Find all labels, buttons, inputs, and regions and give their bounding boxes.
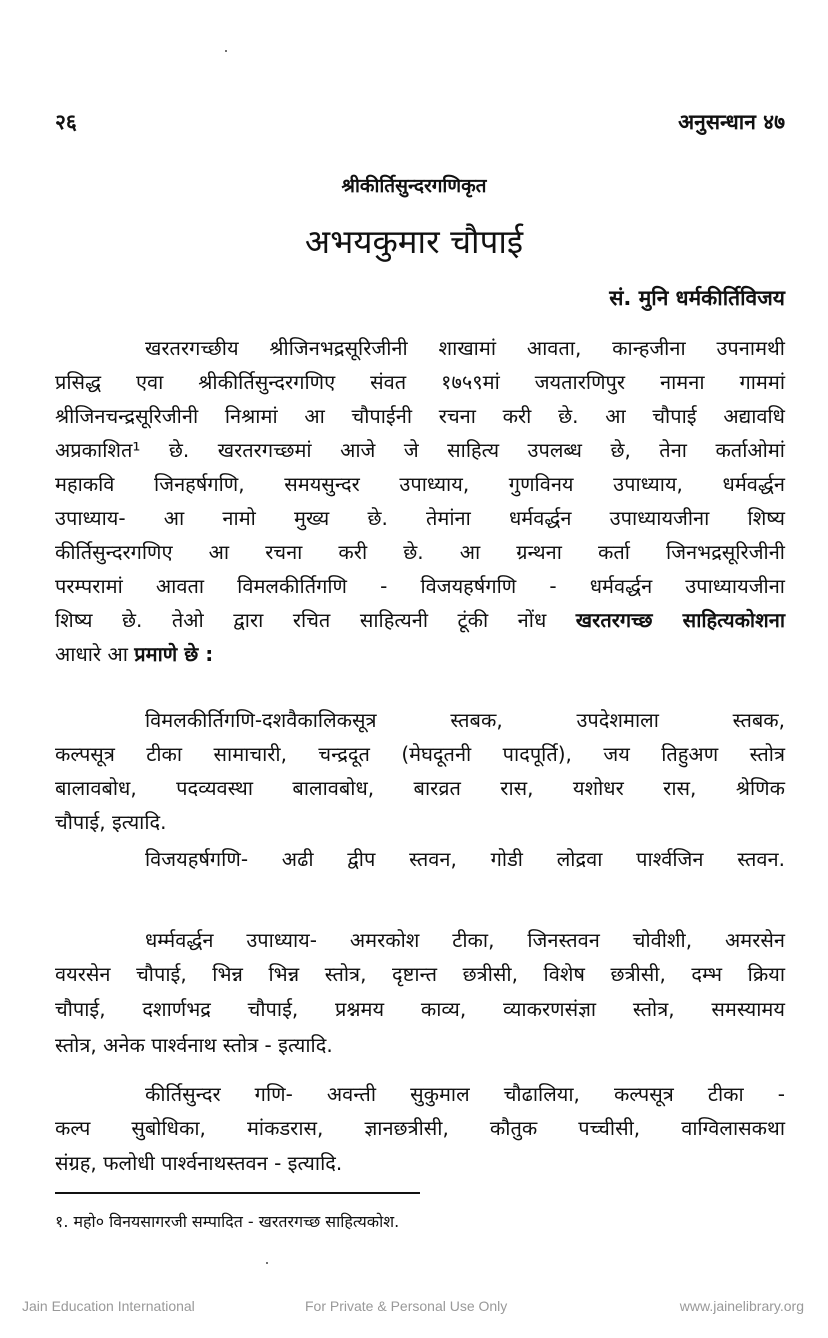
body-line: विमलकीर्तिगणि-दशवैकालिकसूत्र स्तबक, उपदेशमाला स्तबक, bbox=[145, 708, 785, 732]
body-line bbox=[55, 639, 785, 669]
editor-credit: सं. मुनि धर्मकीर्तिविजय bbox=[609, 286, 785, 310]
body-line: संग्रह, फलोधी पार्श्वनाथस्तवन - इत्यादि. bbox=[55, 1151, 343, 1175]
body-line: प्रसिद्ध एवा श्रीकीर्तिसुन्दरगणिए संवत १७५९मां जयतारणिपुर नामना गाममां bbox=[55, 370, 785, 394]
body-line: वयरसेन चौपाई, भिन्न भिन्न स्तोत्र, दृष्टान्त छत्रीसी, विशेष छत्रीसी, दम्भ क्रिया bbox=[55, 962, 785, 986]
body-line: कल्पसूत्र टीका सामाचारी, चन्द्रदूत (मेघदूतनी पादपूर्ति), जय तिहुअण स्तोत्र bbox=[55, 742, 785, 766]
body-line: कीर्तिसुन्दरगणिए आ रचना करी छे. आ ग्रन्थना कर्ता जिनभद्रसूरिजीनी bbox=[55, 540, 785, 564]
body-line: उपाध्याय- आ नामो मुख्य छे. तेमांना धर्मवर्द्धन उपाध्यायजीना शिष्य bbox=[55, 506, 785, 530]
body-line: चौपाई, दशार्णभद्र चौपाई, प्रश्नमय काव्य, व्याकरणसंज्ञा स्तोत्र, समस्यामय bbox=[55, 997, 785, 1021]
scan-speck bbox=[266, 1262, 268, 1264]
body-line: बालावबोध, पदव्यवस्था बालावबोध, बारव्रत रास, यशोधर रास, श्रेणिक bbox=[55, 776, 785, 800]
footnote-divider bbox=[55, 1192, 420, 1194]
body-line: कल्प सुबोधिका, मांकडरास, ज्ञानछत्रीसी, कौतुक पच्चीसी, वाग्विलासकथा bbox=[55, 1116, 785, 1140]
book-title-bold: खरतरगच्छ साहित्यकोश bbox=[575, 608, 769, 632]
footer-center: For Private & Personal Use Only bbox=[305, 1298, 508, 1314]
body-line: विजयहर्षगणि- अढी द्वीप स्तवन, गोडी लोद्रवा पार्श्वजिन स्तवन. bbox=[145, 847, 785, 871]
line-text: आधारे आ bbox=[55, 642, 135, 666]
footer-left: Jain Education International bbox=[22, 1298, 195, 1314]
subtitle: श्रीकीर्तिसुन्दरगणिकृत bbox=[341, 175, 487, 197]
line-text: ना bbox=[768, 608, 785, 632]
body-line: धर्म्मवर्द्धन उपाध्याय- अमरकोश टीका, जिनस्तवन चोवीशी, अमरसेन bbox=[145, 928, 785, 952]
page-title: अभयकुमार चौपाई bbox=[304, 222, 524, 261]
body-line: महाकवि जिनहर्षगणि, समयसुन्दर उपाध्याय, गुणविनय उपाध्याय, धर्मवर्द्धन bbox=[55, 472, 785, 496]
body-line: खरतरगच्छीय श्रीजिनभद्रसूरिजीनी शाखामां आवता, कान्हजीना उपनामथी bbox=[145, 336, 785, 360]
body-line: चौपाई, इत्यादि. bbox=[55, 810, 167, 834]
body-line: कीर्तिसुन्दर गणि- अवन्ती सुकुमाल चौढालिया, कल्पसूत्र टीका - bbox=[145, 1082, 785, 1106]
line-text: शिष्य छे. तेओ द्वारा रचित साहित्यनी टूंकी नोंध bbox=[55, 608, 576, 632]
body-line: अप्रकाशित¹ छे. खरतरगच्छमां आजे जे साहित्य उपलब्ध छे, तेना कर्ताओमां bbox=[55, 438, 785, 462]
running-title: अनुसन्धान ४७ bbox=[678, 110, 785, 134]
body-line bbox=[55, 605, 785, 635]
body-line: परम्परामां आवता विमलकीर्तिगणि - विजयहर्षगणि - धर्मवर्द्धन उपाध्यायजीना bbox=[55, 574, 785, 598]
scan-speck bbox=[225, 50, 227, 52]
line-text-bold: प्रमाणे छे : bbox=[134, 642, 214, 666]
body-line: श्रीजिनचन्द्रसूरिजीनी निश्रामां आ चौपाईनी रचना करी छे. आ चौपाई अद्यावधि bbox=[55, 404, 785, 428]
footnote: १. महो० विनयसागरजी सम्पादित - खरतरगच्छ साहित्यकोश. bbox=[55, 1212, 400, 1231]
body-line: स्तोत्र, अनेक पार्श्वनाथ स्तोत्र - इत्यादि. bbox=[55, 1033, 333, 1057]
footer-link[interactable]: www.jainelibrary.org bbox=[679, 1298, 804, 1314]
page-number: २६ bbox=[55, 110, 77, 134]
